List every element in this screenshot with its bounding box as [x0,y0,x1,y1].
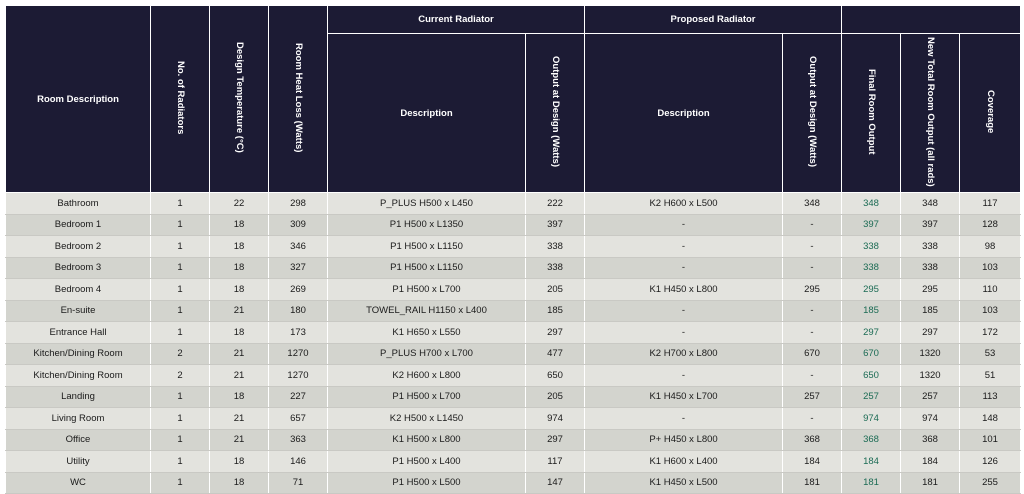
cell-current-output: 338 [526,257,585,279]
cell-design-temp: 18 [210,279,269,301]
cell-current-description: K2 H600 x L800 [328,365,526,387]
cell-current-output: 397 [526,214,585,236]
cell-design-temp: 21 [210,343,269,365]
header-current-output: Output at Design (Watts) [526,34,585,193]
table-header [6,6,1021,193]
cell-design-temp: 21 [210,408,269,430]
cell-design-temp: 21 [210,365,269,387]
cell-proposed-output: - [783,300,842,322]
cell-coverage: 148 [960,408,1021,430]
cell-room: Bedroom 4 [6,279,151,301]
cell-final-room-output: 185 [842,300,901,322]
cell-final-room-output: 297 [842,322,901,344]
table-row [6,236,1021,258]
cell-current-output: 147 [526,472,585,494]
cell-heat-loss: 327 [269,257,328,279]
cell-room: En-suite [6,300,151,322]
table-row [6,429,1021,451]
cell-coverage: 53 [960,343,1021,365]
cell-radiator-count: 1 [151,429,210,451]
cell-new-total-output: 295 [901,279,960,301]
table-row [6,408,1021,430]
header-proposed-radiator: Proposed Radiator [585,6,842,34]
cell-current-output: 205 [526,279,585,301]
cell-radiator-count: 2 [151,343,210,365]
cell-proposed-output: 184 [783,451,842,473]
cell-room: Bedroom 3 [6,257,151,279]
cell-final-room-output: 257 [842,386,901,408]
header-no-of-radiators: No. of Radiators [151,6,210,193]
table-row [6,365,1021,387]
cell-current-output: 222 [526,193,585,215]
cell-design-temp: 18 [210,472,269,494]
cell-proposed-description: - [585,322,783,344]
cell-proposed-description: P+ H450 x L800 [585,429,783,451]
header-room-heat-loss: Room Heat Loss (Watts) [269,6,328,193]
cell-final-room-output: 397 [842,214,901,236]
cell-proposed-output: 181 [783,472,842,494]
cell-proposed-output: 368 [783,429,842,451]
cell-radiator-count: 2 [151,365,210,387]
cell-room: Kitchen/Dining Room [6,365,151,387]
cell-current-description: P_PLUS H500 x L450 [328,193,526,215]
cell-coverage: 128 [960,214,1021,236]
cell-coverage: 98 [960,236,1021,258]
cell-current-output: 117 [526,451,585,473]
cell-current-description: P1 H500 x L700 [328,279,526,301]
cell-room: Living Room [6,408,151,430]
cell-coverage: 110 [960,279,1021,301]
cell-room: Office [6,429,151,451]
cell-proposed-description: - [585,257,783,279]
header-design-temperature: Design Temperature (°C) [210,6,269,193]
table-row [6,451,1021,473]
header-current-description: Description [328,34,526,193]
cell-radiator-count: 1 [151,386,210,408]
table-body [6,193,1021,494]
cell-current-description: P1 H500 x L500 [328,472,526,494]
cell-new-total-output: 184 [901,451,960,473]
header-room-description: Room Description [6,6,151,193]
cell-radiator-count: 1 [151,236,210,258]
cell-heat-loss: 180 [269,300,328,322]
header-final-room-output: Final Room Output [842,34,901,193]
cell-proposed-description: K2 H700 x L800 [585,343,783,365]
table-row [6,322,1021,344]
cell-proposed-output: - [783,257,842,279]
cell-new-total-output: 368 [901,429,960,451]
cell-current-output: 974 [526,408,585,430]
radiator-table [5,5,1021,494]
cell-new-total-output: 297 [901,322,960,344]
cell-coverage: 113 [960,386,1021,408]
cell-coverage: 117 [960,193,1021,215]
cell-current-description: TOWEL_RAIL H1150 x L400 [328,300,526,322]
cell-proposed-output: 257 [783,386,842,408]
cell-current-description: P1 H500 x L1150 [328,236,526,258]
cell-new-total-output: 338 [901,236,960,258]
cell-heat-loss: 227 [269,386,328,408]
cell-coverage: 103 [960,257,1021,279]
cell-current-description: K1 H500 x L800 [328,429,526,451]
cell-proposed-output: 295 [783,279,842,301]
cell-current-output: 205 [526,386,585,408]
cell-radiator-count: 1 [151,408,210,430]
cell-current-output: 297 [526,322,585,344]
cell-coverage: 103 [960,300,1021,322]
cell-coverage: 172 [960,322,1021,344]
cell-current-description: P_PLUS H700 x L700 [328,343,526,365]
header-proposed-description: Description [585,34,783,193]
cell-proposed-output: - [783,408,842,430]
cell-radiator-count: 1 [151,300,210,322]
cell-new-total-output: 348 [901,193,960,215]
cell-proposed-output: - [783,365,842,387]
cell-new-total-output: 1320 [901,365,960,387]
cell-proposed-output: - [783,322,842,344]
cell-final-room-output: 181 [842,472,901,494]
cell-proposed-description: K1 H600 x L400 [585,451,783,473]
cell-heat-loss: 1270 [269,365,328,387]
cell-final-room-output: 348 [842,193,901,215]
cell-heat-loss: 1270 [269,343,328,365]
cell-current-output: 185 [526,300,585,322]
cell-room: Bedroom 2 [6,236,151,258]
cell-final-room-output: 295 [842,279,901,301]
cell-design-temp: 18 [210,322,269,344]
cell-heat-loss: 173 [269,322,328,344]
cell-proposed-description: - [585,300,783,322]
cell-proposed-description: K1 H450 x L500 [585,472,783,494]
cell-current-output: 297 [526,429,585,451]
cell-room: Kitchen/Dining Room [6,343,151,365]
cell-final-room-output: 184 [842,451,901,473]
cell-room: Landing [6,386,151,408]
cell-final-room-output: 650 [842,365,901,387]
cell-proposed-description: - [585,236,783,258]
cell-proposed-description: K2 H600 x L500 [585,193,783,215]
cell-radiator-count: 1 [151,451,210,473]
table-row [6,300,1021,322]
cell-proposed-output: - [783,236,842,258]
table-row [6,343,1021,365]
header-new-total-room-output: New Total Room Output (all rads) [901,34,960,193]
table-row [6,257,1021,279]
cell-final-room-output: 338 [842,257,901,279]
cell-coverage: 255 [960,472,1021,494]
cell-proposed-output: 348 [783,193,842,215]
cell-proposed-output: - [783,214,842,236]
cell-new-total-output: 181 [901,472,960,494]
cell-coverage: 101 [960,429,1021,451]
table-row [6,193,1021,215]
cell-current-description: P1 H500 x L700 [328,386,526,408]
cell-current-description: P1 H500 x L1150 [328,257,526,279]
cell-radiator-count: 1 [151,193,210,215]
cell-new-total-output: 257 [901,386,960,408]
cell-design-temp: 22 [210,193,269,215]
table-row [6,214,1021,236]
cell-new-total-output: 338 [901,257,960,279]
cell-heat-loss: 363 [269,429,328,451]
header-proposed-output: Output at Design (Watts) [783,34,842,193]
cell-current-description: P1 H500 x L1350 [328,214,526,236]
cell-room: Bedroom 1 [6,214,151,236]
cell-design-temp: 18 [210,257,269,279]
cell-current-description: P1 H500 x L400 [328,451,526,473]
cell-new-total-output: 1320 [901,343,960,365]
cell-heat-loss: 146 [269,451,328,473]
cell-room: Bathroom [6,193,151,215]
table-row [6,279,1021,301]
cell-radiator-count: 1 [151,257,210,279]
cell-proposed-description: - [585,365,783,387]
cell-room: Utility [6,451,151,473]
cell-final-room-output: 338 [842,236,901,258]
cell-proposed-description: - [585,214,783,236]
cell-heat-loss: 346 [269,236,328,258]
cell-radiator-count: 1 [151,472,210,494]
table-row [6,386,1021,408]
cell-heat-loss: 309 [269,214,328,236]
cell-proposed-description: K1 H450 x L700 [585,386,783,408]
cell-room: Entrance Hall [6,322,151,344]
table-row [6,472,1021,494]
cell-design-temp: 18 [210,236,269,258]
cell-current-output: 650 [526,365,585,387]
cell-final-room-output: 368 [842,429,901,451]
cell-design-temp: 18 [210,386,269,408]
cell-current-output: 477 [526,343,585,365]
cell-heat-loss: 298 [269,193,328,215]
cell-room: WC [6,472,151,494]
cell-current-description: K1 H650 x L550 [328,322,526,344]
cell-new-total-output: 974 [901,408,960,430]
cell-radiator-count: 1 [151,322,210,344]
header-coverage: Coverage [960,34,1021,193]
cell-final-room-output: 974 [842,408,901,430]
cell-design-temp: 18 [210,451,269,473]
cell-coverage: 51 [960,365,1021,387]
cell-final-room-output: 670 [842,343,901,365]
cell-radiator-count: 1 [151,214,210,236]
radiator-schedule [5,5,1020,494]
cell-proposed-description: - [585,408,783,430]
cell-heat-loss: 657 [269,408,328,430]
cell-current-output: 338 [526,236,585,258]
cell-proposed-output: 670 [783,343,842,365]
cell-design-temp: 21 [210,429,269,451]
cell-new-total-output: 185 [901,300,960,322]
cell-radiator-count: 1 [151,279,210,301]
cell-proposed-description: K1 H450 x L800 [585,279,783,301]
cell-heat-loss: 71 [269,472,328,494]
cell-current-description: K2 H500 x L1450 [328,408,526,430]
cell-design-temp: 21 [210,300,269,322]
cell-new-total-output: 397 [901,214,960,236]
cell-coverage: 126 [960,451,1021,473]
cell-design-temp: 18 [210,214,269,236]
cell-heat-loss: 269 [269,279,328,301]
header-current-radiator: Current Radiator [328,6,585,34]
header-blank-group [842,6,1021,34]
